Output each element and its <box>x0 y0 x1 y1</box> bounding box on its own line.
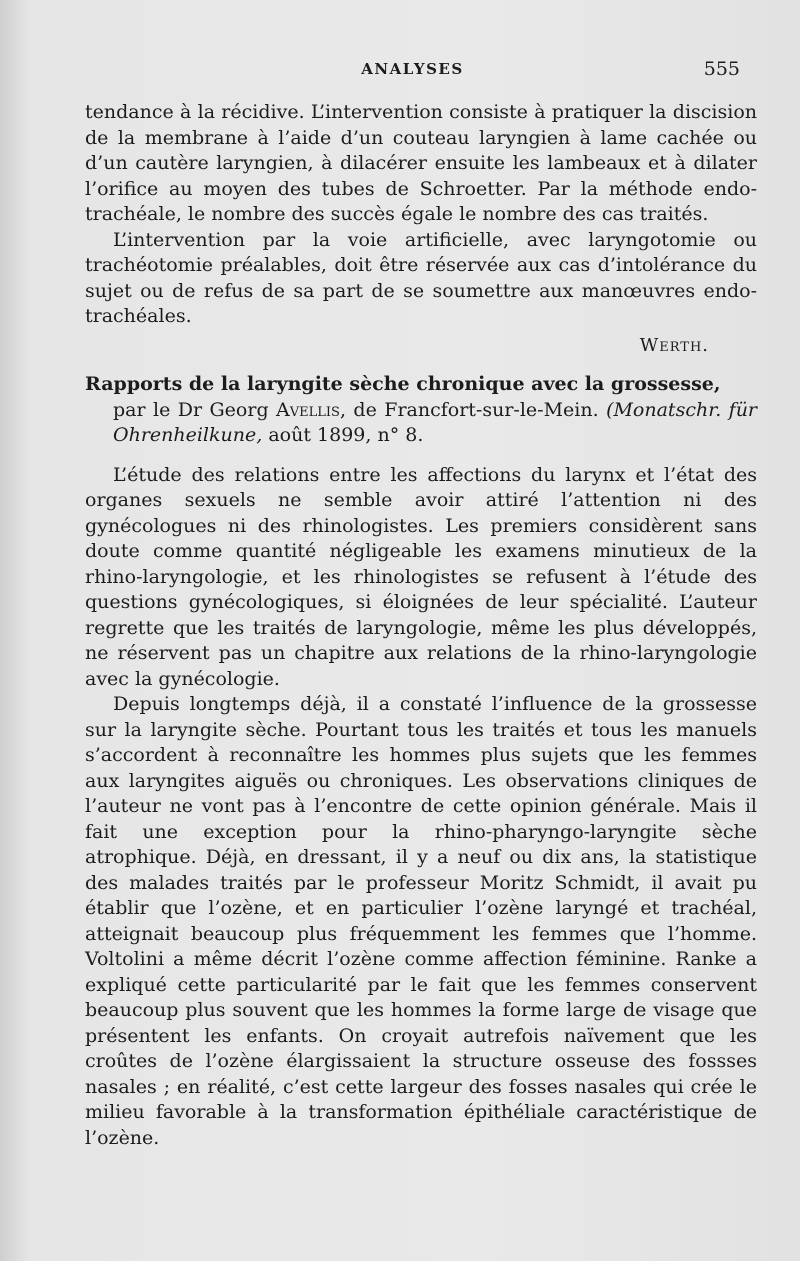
paragraph: Depuis longtemps déjà, il a constaté l’influence de la grossesse sur la laryngite sèche. Pourtant tous les traités et tous les manuels s’accordent à reconnaître les hommes plus sujets que les femmes aux laryngites aiguës ou chroniques. Les observations cliniques de l’auteur ne vont pas à l’encontre de cette opinion générale. Mais il fait une exception pour la rhino-pharyngo-laryngite sèche atrophique. Déjà, en dressant, il y a neuf ou dix ans, la statistique des malades traités par le professeur Moritz Schmidt, il avait pu établir que l’ozène, et en particulier l’ozène laryngé et trachéal, atteignait beaucoup plus fréquemment les femmes que l’homme. Voltolini a même décrit l’ozène comme affection féminine. Ranke a expliqué cette particularité par le fait que les femmes conservent beaucoup plus souvent que les hommes la forme large de visage que présentent les enfants. On croyait autrefois naïvement que les croûtes de l’ozène élargissaient la structure osseuse des fossses nasales ; en réalité, c’est cette largeur des fosses nasales qui crée le milieu favorable à la transformation épithéliale caractéristique de l’ozène. <box>85 693 757 1149</box>
article-author-prefix: par le Dr Georg <box>113 398 269 421</box>
running-title: ANALYSES <box>361 60 464 78</box>
article-journal: (Monatschr. für Ohrenheilkune, <box>113 398 758 446</box>
author-signature: Werth. <box>639 334 709 356</box>
article-author-name: Avellis <box>276 398 340 421</box>
paragraph: L’intervention par la voie artificielle, avec laryngotomie ou trachéotomie préalables, doit être réservée aux cas d’intolérance du sujet ou de refus de sa part de se soumettre aux manœuvres endo-trachéales. <box>85 228 757 327</box>
page-number: 555 <box>703 58 740 80</box>
article-title: Rapports de la laryngite sèche chronique avec la grossesse, <box>85 373 721 395</box>
paragraph-continued: tendance à la récidive. L’intervention consiste à pratiquer la discision de la membrane à l’aide d’un couteau laryngien à lame cachée ou d’un cautère laryngien, à dilacérer ensuite les lambeaux et à dilater l’orifice au moyen des tubes de Schroetter. Par la méthode endo-trachéale, le nombre des succès égale le nombre des cas traités. <box>85 101 757 225</box>
page-body <box>85 100 757 1151</box>
article-date: août 1899, n° 8. <box>268 424 424 446</box>
article-citation <box>85 398 757 449</box>
article-place: , de Francfort-sur-le-Mein. <box>339 398 599 421</box>
page-header <box>85 58 740 88</box>
paragraph: L’étude des relations entre les affections du larynx et l’état des organes sexuels ne semble avoir attiré l’attention ni des gynécologues ni des rhinologistes. Les premiers considèrent sans doute comme quantité négligeable les examens minutieux de la rhino-laryngologie, et les rhinologistes se refusent à l’étude des questions gynécologiques, si éloignées de leur spécialité. L’auteur regrette que les traités de laryngologie, même les plus développés, ne réservent pas un chapitre aux relations de la rhino-laryngologie avec la gynécologie. <box>85 463 757 690</box>
